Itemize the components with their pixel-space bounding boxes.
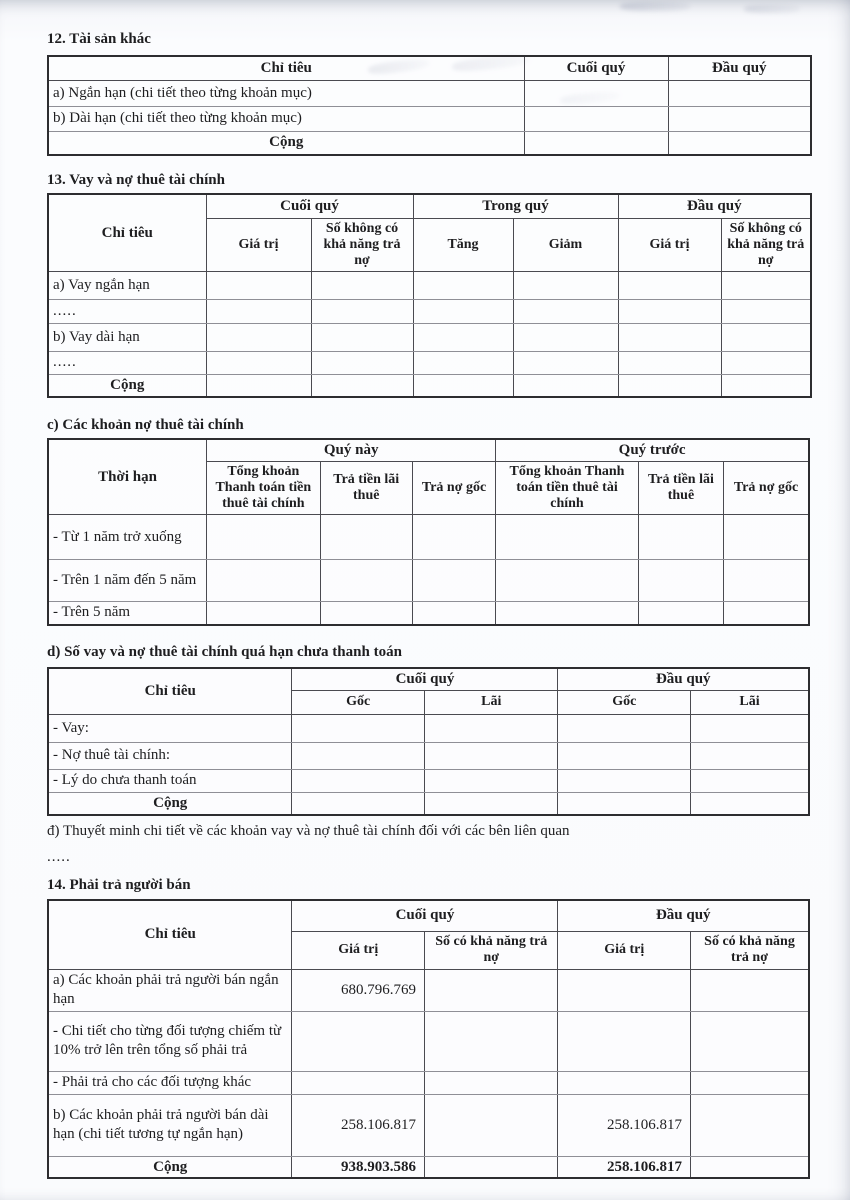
row-label: b) Vay dài hạn [48, 323, 206, 351]
empty-cell [496, 560, 639, 602]
total-row [48, 131, 811, 155]
empty-cell [721, 323, 811, 351]
finance-lease-payments-table [47, 438, 810, 626]
sub-header: Số không có khả năng trả nợ [311, 218, 413, 271]
empty-cell [311, 323, 413, 351]
empty-cell [691, 1156, 810, 1178]
section-12-title: 12. Tài sản khác [47, 31, 151, 47]
sub-header: Tổng khoản Thanh toán tiền thuê tài chính [207, 461, 320, 514]
empty-cell [424, 1071, 558, 1094]
section-c-title: c) Các khoản nợ thuê tài chính [47, 417, 244, 433]
empty-cell [320, 602, 412, 625]
trade-payables-table [47, 899, 810, 1179]
empty-cell [724, 602, 809, 625]
empty-cell [691, 1094, 810, 1156]
empty-cell [206, 271, 311, 299]
sub-header: Giá trị [206, 218, 311, 271]
group-header: Quý này [207, 439, 496, 461]
empty-cell [320, 515, 412, 560]
table-row [48, 560, 809, 602]
overdue-loans-table [47, 667, 810, 816]
sub-header: Số có khả năng trả nợ [691, 931, 810, 969]
empty-cell [638, 515, 723, 560]
table-row [48, 602, 809, 625]
empty-cell [691, 769, 810, 792]
empty-cell [558, 969, 691, 1011]
row-label: a) Các khoản phải trả người bán ngắn hạn [48, 969, 292, 1011]
sub-header: Gốc [558, 690, 691, 714]
empty-cell [412, 560, 495, 602]
empty-cell [524, 80, 668, 106]
empty-cell [413, 374, 513, 396]
empty-cell [424, 1156, 558, 1178]
table-row [48, 769, 809, 792]
empty-cell [424, 1011, 558, 1071]
table-row [48, 106, 811, 131]
table-row [48, 351, 811, 374]
section-dd-note: đ) Thuyết minh chi tiết về các khoản vay và nợ thuê tài chính đối với các bên liên quan [47, 823, 570, 839]
value-cell: 258.106.817 [558, 1094, 691, 1156]
row-label: - Trên 5 năm [48, 602, 207, 625]
row-label: - Chi tiết cho từng đối tượng chiếm từ 10% trở lên trên tổng số phải trả [48, 1011, 292, 1071]
group-header: Trong quý [413, 194, 618, 218]
group-header: Cuối quý [292, 900, 558, 931]
empty-cell [618, 271, 721, 299]
empty-cell [413, 323, 513, 351]
empty-cell [496, 515, 639, 560]
empty-cell [207, 515, 320, 560]
empty-cell [292, 742, 425, 769]
empty-cell [513, 374, 618, 396]
empty-cell [424, 769, 558, 792]
empty-cell [424, 969, 558, 1011]
empty-cell [424, 1094, 558, 1156]
total-label: Cộng [48, 792, 292, 814]
empty-cell [618, 299, 721, 323]
empty-cell [691, 742, 810, 769]
empty-cell [424, 792, 558, 814]
empty-cell [691, 1071, 810, 1094]
empty-cell [413, 271, 513, 299]
empty-cell [206, 323, 311, 351]
table-row [48, 1011, 809, 1071]
row-label: b) Dài hạn (chi tiết theo từng khoản mục) [48, 106, 524, 131]
total-value-cell: 258.106.817 [558, 1156, 691, 1178]
empty-cell [207, 560, 320, 602]
empty-cell [513, 351, 618, 374]
empty-cell [618, 374, 721, 396]
empty-cell [292, 1071, 425, 1094]
column-header: Chỉ tiêu [48, 194, 206, 271]
group-header: Cuối quý [292, 668, 558, 690]
row-label: ..... [48, 299, 206, 323]
column-header: Chỉ tiêu [48, 668, 292, 714]
sub-header: Tổng khoản Thanh toán tiền thuê tài chính [496, 461, 639, 514]
empty-cell [618, 323, 721, 351]
empty-cell [207, 602, 320, 625]
section-13-title: 13. Vay và nợ thuê tài chính [47, 172, 225, 188]
section-14-title: 14. Phải trả người bán [47, 877, 191, 893]
empty-cell [292, 769, 425, 792]
table-row [48, 714, 809, 742]
row-label: - Trên 1 năm đến 5 năm [48, 560, 207, 602]
empty-cell [424, 742, 558, 769]
sub-header: Lãi [424, 690, 558, 714]
empty-cell [668, 80, 811, 106]
sub-header: Tăng [413, 218, 513, 271]
empty-cell [668, 131, 811, 155]
table-row [48, 1071, 809, 1094]
row-label: - Từ 1 năm trở xuống [48, 515, 207, 560]
empty-cell [721, 374, 811, 396]
empty-cell [724, 515, 809, 560]
row-label: - Vay: [48, 714, 292, 742]
row-label: ..... [48, 351, 206, 374]
group-header: Đầu quý [618, 194, 811, 218]
column-header: Cuối quý [524, 56, 668, 80]
scan-artifact [620, 2, 690, 11]
table-row [48, 742, 809, 769]
empty-cell [638, 560, 723, 602]
empty-cell [311, 351, 413, 374]
empty-cell [413, 299, 513, 323]
empty-cell [292, 714, 425, 742]
empty-cell [691, 1011, 810, 1071]
sub-header: Trả nợ gốc [412, 461, 495, 514]
empty-cell [513, 271, 618, 299]
empty-cell [206, 351, 311, 374]
total-label: Cộng [48, 1156, 292, 1178]
sub-header: Giá trị [558, 931, 691, 969]
empty-cell [721, 299, 811, 323]
row-label: - Lý do chưa thanh toán [48, 769, 292, 792]
total-label: Cộng [48, 131, 524, 155]
empty-cell [424, 714, 558, 742]
sub-header: Trả tiền lãi thuê [320, 461, 412, 514]
sub-header: Giảm [513, 218, 618, 271]
row-label: a) Vay ngắn hạn [48, 271, 206, 299]
empty-cell [496, 602, 639, 625]
column-header: Đầu quý [668, 56, 811, 80]
empty-cell [412, 602, 495, 625]
row-label: a) Ngắn hạn (chi tiết theo từng khoản mục) [48, 80, 524, 106]
empty-cell [691, 792, 810, 814]
sub-header: Số không có khả năng trả nợ [721, 218, 811, 271]
column-header: Chỉ tiêu [48, 900, 292, 969]
empty-cell [618, 351, 721, 374]
table-row [48, 1094, 809, 1156]
total-row [48, 1156, 809, 1178]
section-dd-dots: ..... [47, 849, 71, 865]
empty-cell [292, 1011, 425, 1071]
empty-cell [558, 769, 691, 792]
empty-cell [558, 792, 691, 814]
sub-header: Giá trị [618, 218, 721, 271]
empty-cell [292, 792, 425, 814]
sub-header: Trả nợ gốc [724, 461, 809, 514]
value-cell: 680.796.769 [292, 969, 425, 1011]
empty-cell [721, 351, 811, 374]
group-header: Quý trước [496, 439, 809, 461]
empty-cell [206, 299, 311, 323]
column-header: Chỉ tiêu [48, 56, 524, 80]
empty-cell [413, 351, 513, 374]
empty-cell [513, 299, 618, 323]
empty-cell [558, 742, 691, 769]
section-d-title: d) Số vay và nợ thuê tài chính quá hạn chưa thanh toán [47, 644, 402, 660]
group-header: Cuối quý [206, 194, 413, 218]
total-row [48, 792, 809, 814]
empty-cell [721, 271, 811, 299]
table-row [48, 299, 811, 323]
table-row [48, 271, 811, 299]
group-header: Đầu quý [558, 900, 809, 931]
empty-cell [558, 714, 691, 742]
empty-cell [691, 714, 810, 742]
empty-cell [668, 106, 811, 131]
other-assets-table [47, 55, 812, 156]
sub-header: Số có khả năng trả nợ [424, 931, 558, 969]
empty-cell [691, 969, 810, 1011]
table-row [48, 969, 809, 1011]
table-row [48, 515, 809, 560]
scan-artifact [744, 5, 800, 13]
empty-cell [524, 106, 668, 131]
empty-cell [311, 299, 413, 323]
table-row [48, 80, 811, 106]
sub-header: Trả tiền lãi thuê [638, 461, 723, 514]
sub-header: Giá trị [292, 931, 425, 969]
sub-header: Lãi [691, 690, 810, 714]
row-label: - Phải trả cho các đối tượng khác [48, 1071, 292, 1094]
total-label: Cộng [48, 374, 206, 396]
total-value-cell: 938.903.586 [292, 1156, 425, 1178]
sub-header: Gốc [292, 690, 425, 714]
total-row [48, 374, 811, 396]
column-header: Thời hạn [48, 439, 207, 515]
empty-cell [311, 271, 413, 299]
loans-finance-lease-table [47, 193, 812, 398]
row-label: - Nợ thuê tài chính: [48, 742, 292, 769]
group-header: Đầu quý [558, 668, 809, 690]
empty-cell [724, 560, 809, 602]
empty-cell [638, 602, 723, 625]
empty-cell [206, 374, 311, 396]
row-label: b) Các khoản phải trả người bán dài hạn (chi tiết tương tự ngắn hạn) [48, 1094, 292, 1156]
empty-cell [412, 515, 495, 560]
empty-cell [513, 323, 618, 351]
empty-cell [320, 560, 412, 602]
empty-cell [558, 1011, 691, 1071]
table-row [48, 323, 811, 351]
value-cell: 258.106.817 [292, 1094, 425, 1156]
empty-cell [311, 374, 413, 396]
empty-cell [558, 1071, 691, 1094]
empty-cell [524, 131, 668, 155]
